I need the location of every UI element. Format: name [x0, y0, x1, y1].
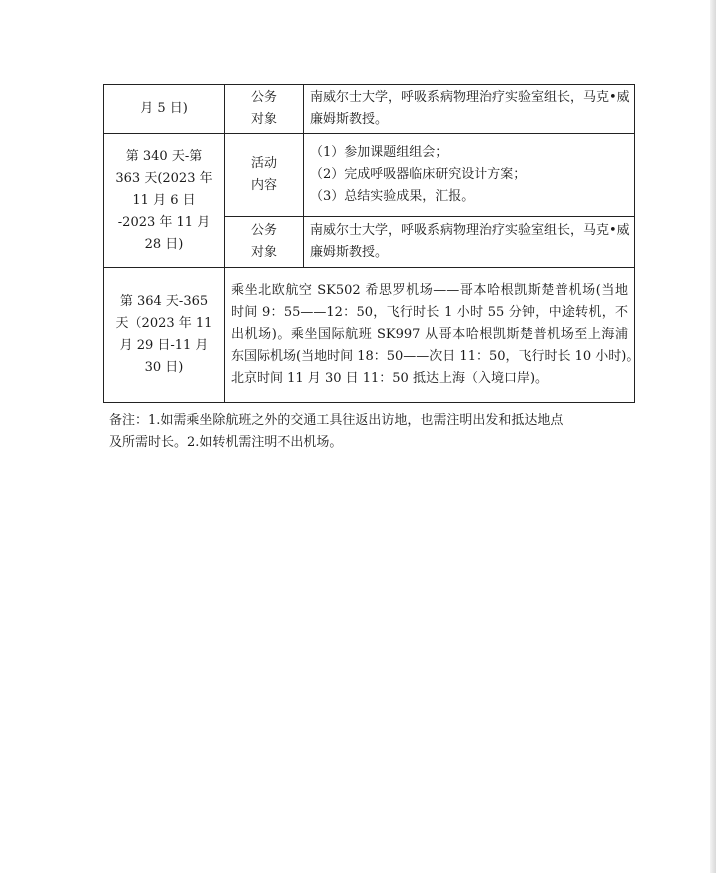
- date-line: 28 日): [144, 236, 184, 252]
- label-line: 公务: [250, 90, 277, 105]
- table-row: [104, 268, 635, 403]
- date-line: 30 日): [144, 360, 184, 375]
- content-cell: [304, 134, 635, 217]
- content-line: 廉姆斯教授。: [310, 112, 389, 127]
- date-line: 月 5 日): [140, 101, 188, 116]
- label-cell: [225, 85, 304, 134]
- content-line: （1）参加课题组组会；: [310, 145, 449, 160]
- content-line: 南威尔士大学，呼吸系病物理治疗实验室组长，马克•威: [310, 223, 630, 238]
- label-line: 内容: [250, 178, 277, 193]
- content-line: 出机场)。乘坐国际航班 SK997 从哥本哈根凯斯楚普机场至上海浦: [231, 327, 628, 342]
- content-cell: [304, 85, 635, 134]
- label-line: 活动: [250, 156, 277, 171]
- content-cell: [225, 268, 640, 403]
- date-line: 363 天(2023 年: [115, 170, 213, 186]
- page-edge-shadow: [710, 0, 716, 873]
- content-line: 时间 9：55——12：50，飞行时长 1 小时 55 分钟，中途转机，不: [231, 305, 628, 320]
- table-row: [104, 85, 635, 134]
- content-line: 东国际机场(当地时间 18：50——次日 11：50，飞行时长 10 小时)。: [231, 349, 640, 364]
- content-line: 北京时间 11 月 30 日 11：50 抵达上海（入境口岸)。: [231, 371, 549, 386]
- date-line: 第 340 天-第: [125, 148, 203, 164]
- content-line: （2）完成呼吸器临床研究设计方案；: [310, 167, 527, 182]
- itinerary-table: [103, 84, 640, 403]
- label-line: 公务: [250, 223, 277, 238]
- table-row: [104, 134, 635, 217]
- content-line: 南威尔士大学，呼吸系病物理治疗实验室组长，马克•威: [310, 90, 630, 105]
- label-cell: [225, 217, 304, 268]
- date-cell: [104, 268, 225, 403]
- content-cell: [304, 217, 635, 268]
- content-line: （3）总结实验成果，汇报。: [310, 189, 475, 204]
- date-cell: [104, 85, 225, 134]
- footnote: [109, 410, 629, 454]
- date-line: -2023 年 11 月: [117, 214, 211, 230]
- date-cell: [104, 134, 225, 268]
- date-line: 月 29 日-11 月: [119, 338, 209, 353]
- date-line: 第 364 天-365: [119, 294, 209, 309]
- label-line: 对象: [250, 112, 277, 127]
- footnote-line: 备注：1.如需乘坐除航班之外的交通工具往返出访地，也需注明出发和抵达地点: [109, 413, 564, 428]
- content-line: 乘坐北欧航空 SK502 希思罗机场——哥本哈根凯斯楚普机场(当地: [231, 283, 628, 298]
- date-line: 天（2023 年 11: [115, 316, 213, 331]
- footnote-line: 及所需时长。2.如转机需注明不出机场。: [109, 435, 343, 450]
- label-line: 对象: [250, 245, 277, 260]
- label-cell: [225, 134, 304, 217]
- date-line: 11 月 6 日: [132, 192, 196, 208]
- content-line: 廉姆斯教授。: [310, 245, 389, 260]
